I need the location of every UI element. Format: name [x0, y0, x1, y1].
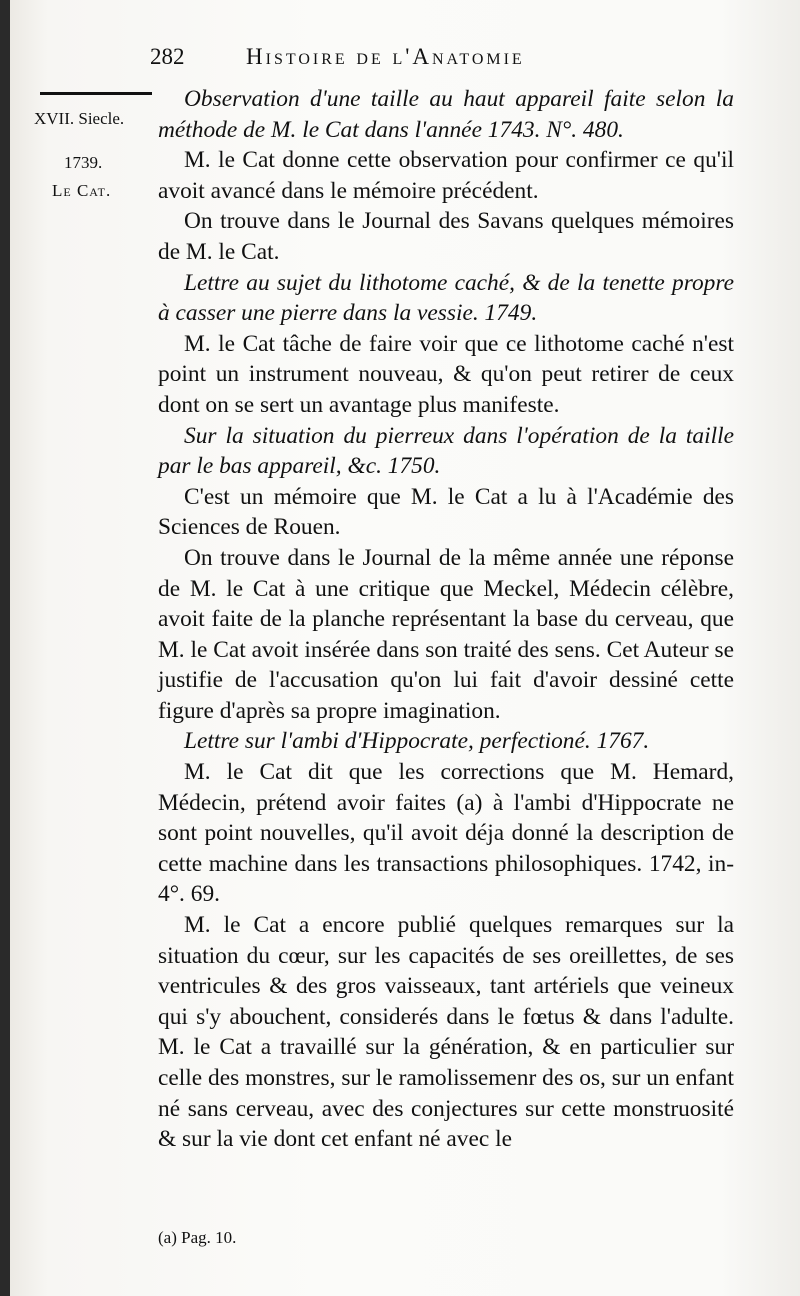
- margin-rule: [40, 92, 152, 95]
- paragraph: M. le Cat a encore publié quelques remarques sur la situation du cœur, sur les capacités de ses oreillettes, de ses ventricules & des gros vaisseaux, tant artériels que veineux qui s'y abouchent, considerés dans le fœtus & dans l'adulte. M. le Cat a travaillé sur la génération, & en particulier sur celle des monstres, sur le ramolissemenr des os, sur un enfant né sans cerveau, avec des conjectures sur cette monstruosité & sur la vie dont cet enfant né avec le: [158, 912, 734, 1153]
- paragraph: On trouve dans le Journal de la même année une réponse de M. le Cat à une critique que Meckel, Médecin célèbre, avoit faite de la planche représentant la base du cerveau, que M. le Cat avoit insérée dans son traité des sens. Cet Auteur se justifie de l'accusation qu'on lui fait d'avoir dessiné cette figure d'après sa propre imagination.: [158, 544, 734, 724]
- page-number: 282: [150, 44, 185, 69]
- paragraph-observation-title: Observation d'une taille au haut appareil faite selon la méthode de M. le Cat dans l'année 1743. N°. 480.: [158, 86, 734, 143]
- page-binding-edge: [0, 0, 10, 1296]
- margin-note-author: Le Cat.: [52, 181, 112, 200]
- main-text: [158, 84, 734, 1155]
- paragraph-ambi-title: Lettre sur l'ambi d'Hippocrate, perfectioné. 1767.: [184, 728, 650, 755]
- paragraph: On trouve dans le Journal des Savans quelques mémoires de M. le Cat.: [158, 208, 734, 265]
- paragraph: M. le Cat dit que les corrections que M. Hemard, Médecin, prétend avoir faites (a) à l'ambi d'Hippocrate ne sont point nouvelles, qu'il avoit déja donné la description de cette machine dans les transactions philosophiques. 1742, in-4°. 69.: [158, 759, 734, 908]
- margin-note-century: XVII. Siecle.: [34, 109, 125, 128]
- paragraph: M. le Cat tâche de faire voir que ce lithotome caché n'est point un instrument nouveau, & qu'on peut retirer de ceux dont on se sert un avantage plus manifeste.: [158, 330, 734, 418]
- paragraph: M. le Cat donne cette observation pour confirmer ce qu'il avoit avancé dans le mémoire précédent.: [158, 147, 734, 204]
- paragraph-letter-title: Lettre au sujet du lithotome caché, & de la tenette propre à casser une pierre dans la vessie. 1749.: [158, 269, 734, 327]
- running-header: [150, 44, 770, 78]
- margin-note-year: 1739.: [64, 153, 103, 172]
- footnote: (a) Pag. 10.: [158, 1228, 237, 1247]
- paragraph: C'est un mémoire que M. le Cat a lu à l'Académie des Sciences de Rouen.: [158, 483, 734, 541]
- paragraph-situation-title: Sur la situation du pierreux dans l'opération de la taille par le bas appareil, &c. 1750.: [158, 422, 734, 480]
- running-title: Histoire de l'Anatomie: [246, 44, 525, 69]
